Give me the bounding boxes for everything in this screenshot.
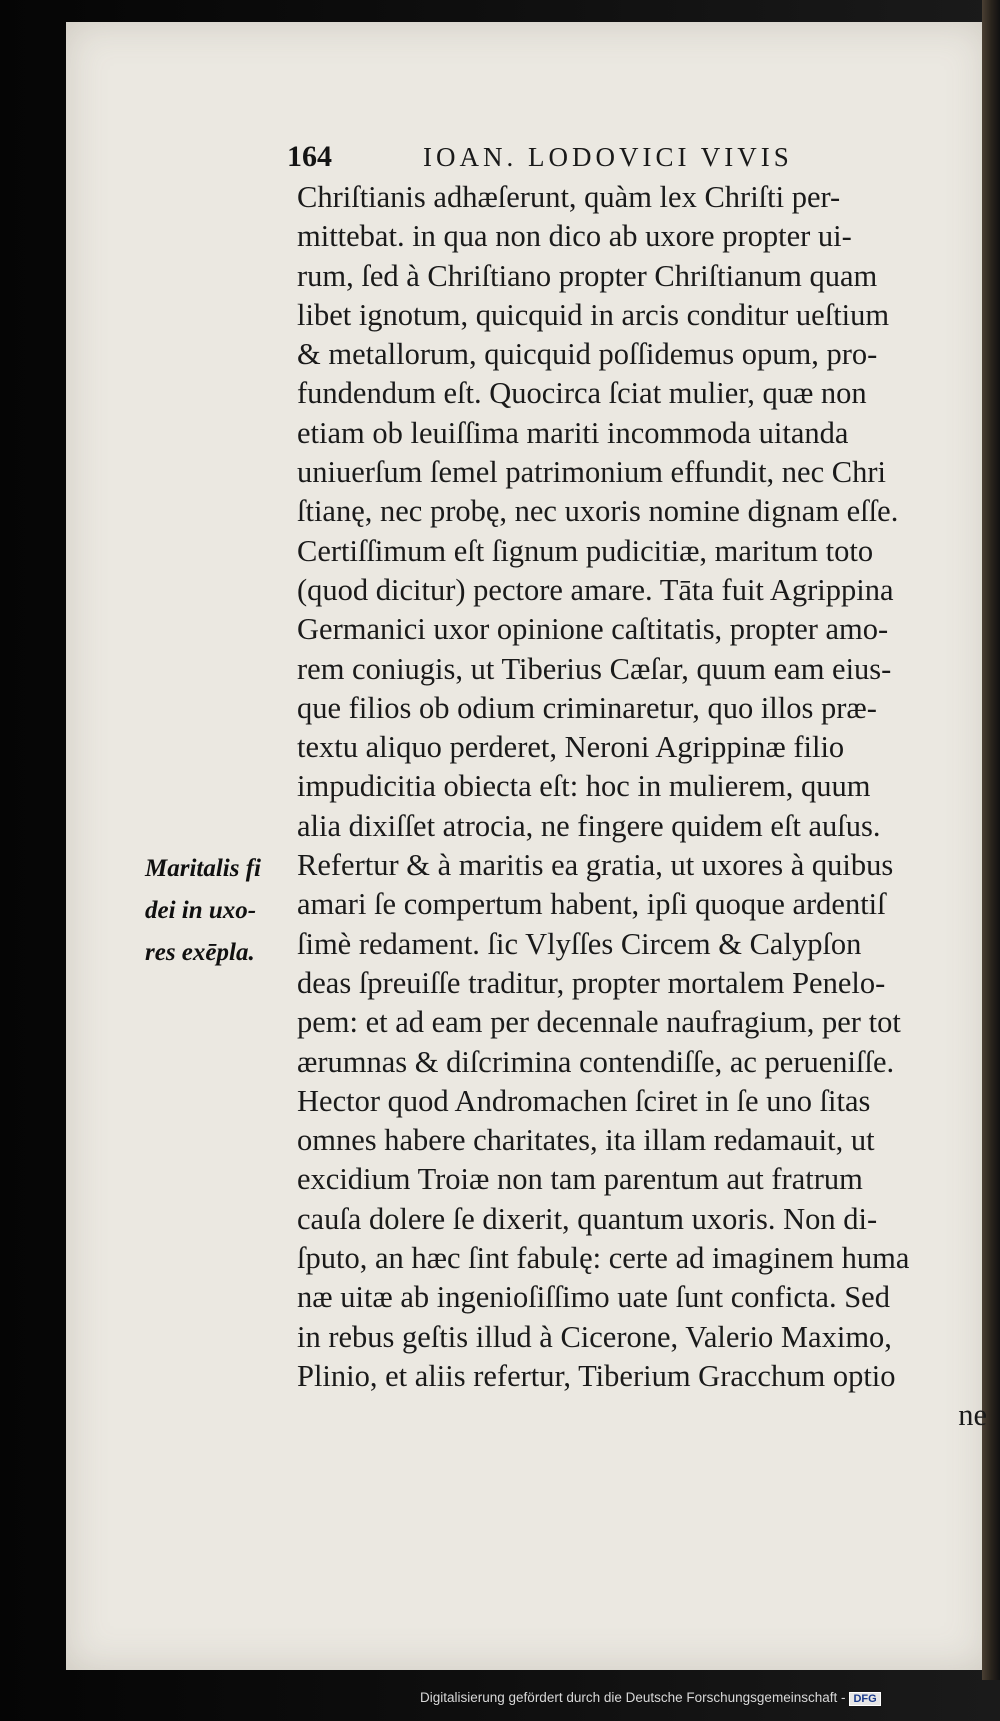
text-line: excidium Troiæ non tam parentum aut fratrum bbox=[297, 1162, 863, 1197]
dfg-logo: DFG bbox=[849, 1692, 880, 1706]
text-line: Plinio, et aliis refertur, Tiberium Gracchum optio bbox=[297, 1358, 896, 1393]
text-line: Hector quod Andromachen ſciret in ſe uno ſitas bbox=[297, 1083, 871, 1118]
text-line: ſimè redament. ſic Vlyſſes Circem & Calypſon bbox=[297, 926, 862, 961]
marginal-note bbox=[145, 848, 295, 974]
body-text bbox=[297, 178, 997, 1436]
text-line: deas ſpreuiſſe traditur, propter mortalem Penelo- bbox=[297, 965, 886, 1000]
text-line: (quod dicitur) pectore amare. Tāta fuit Agrippina bbox=[297, 572, 894, 607]
text-line: ærumnas & diſcrimina contendiſſe, ac perueniſſe. bbox=[297, 1044, 895, 1079]
text-line: cauſa dolere ſe dixerit, quantum uxoris. Non di- bbox=[297, 1201, 878, 1236]
text-line: mittebat. in qua non dico ab uxore propter ui- bbox=[297, 219, 852, 254]
text-line: in rebus geſtis illud à Cicerone, Valerio Maximo, bbox=[297, 1319, 892, 1354]
page-number: 164 bbox=[287, 140, 332, 173]
text-line: uniuerſum ſemel patrimonium effundit, nec Chri bbox=[297, 455, 886, 490]
text-line: pem: et ad eam per decennale naufragium, per tot bbox=[297, 1005, 901, 1040]
text-line: textu aliquo perderet, Neroni Agrippinæ filio bbox=[297, 730, 845, 765]
running-head bbox=[232, 140, 962, 180]
credit-text: Digitalisierung gefördert durch die Deutsche Forschungsgemeinschaft - bbox=[420, 1690, 846, 1705]
marginal-note-line: res exēpla. bbox=[145, 939, 255, 966]
text-line: que filios ob odium criminaretur, quo illos præ- bbox=[297, 690, 877, 725]
text-line: omnes habere charitates, ita illam redamauit, ut bbox=[297, 1123, 875, 1158]
text-line: & metallorum, quicquid poſſidemus opum, pro- bbox=[297, 337, 878, 372]
text-line: ſtianę, nec probę, nec uxoris nomine dignam eſſe. bbox=[297, 494, 899, 529]
text-line: Germanici uxor opinione caſtitatis, propter amo- bbox=[297, 612, 889, 647]
text-line: rum, ſed à Chriſtiano propter Chriſtianum quam bbox=[297, 258, 878, 293]
text-line: amari ſe compertum habent, ipſi quoque ardentiſ bbox=[297, 887, 886, 922]
catchword: ne bbox=[958, 1398, 987, 1433]
text-line: Chriſtianis adhæſerunt, quàm lex Chriſti per- bbox=[297, 180, 841, 214]
text-line: ſputo, an hæc ſint fabulę: certe ad imaginem huma bbox=[297, 1241, 910, 1276]
text-line: Certiſſimum eſt ſignum pudicitiæ, maritum toto bbox=[297, 533, 874, 568]
text-line: rem coniugis, ut Tiberius Cæſar, quum eam eius- bbox=[297, 651, 892, 686]
text-line: alia dixiſſet atrocia, ne fingere quidem eſt auſus. bbox=[297, 808, 881, 843]
text-line: fundendum eſt. Quocirca ſciat mulier, quæ non bbox=[297, 376, 867, 411]
text-line: libet ignotum, quicquid in arcis conditur ueſtium bbox=[297, 297, 890, 332]
text-line: Refertur & à maritis ea gratia, ut uxores à quibus bbox=[297, 848, 894, 883]
text-line: impudicitia obiecta eſt: hoc in mulierem, quum bbox=[297, 769, 871, 804]
digitization-credit bbox=[420, 1690, 998, 1710]
author-heading: IOAN. LODOVICI VIVIS bbox=[423, 142, 793, 172]
text-line: næ uitæ ab ingenioſiſſimo uate ſunt conficta. Sed bbox=[297, 1280, 890, 1315]
text-line: etiam ob leuiſſima mariti incommoda uitanda bbox=[297, 415, 849, 450]
marginal-note-line: dei in uxo- bbox=[145, 897, 257, 924]
marginal-note-line: Maritalis fi bbox=[145, 855, 261, 882]
